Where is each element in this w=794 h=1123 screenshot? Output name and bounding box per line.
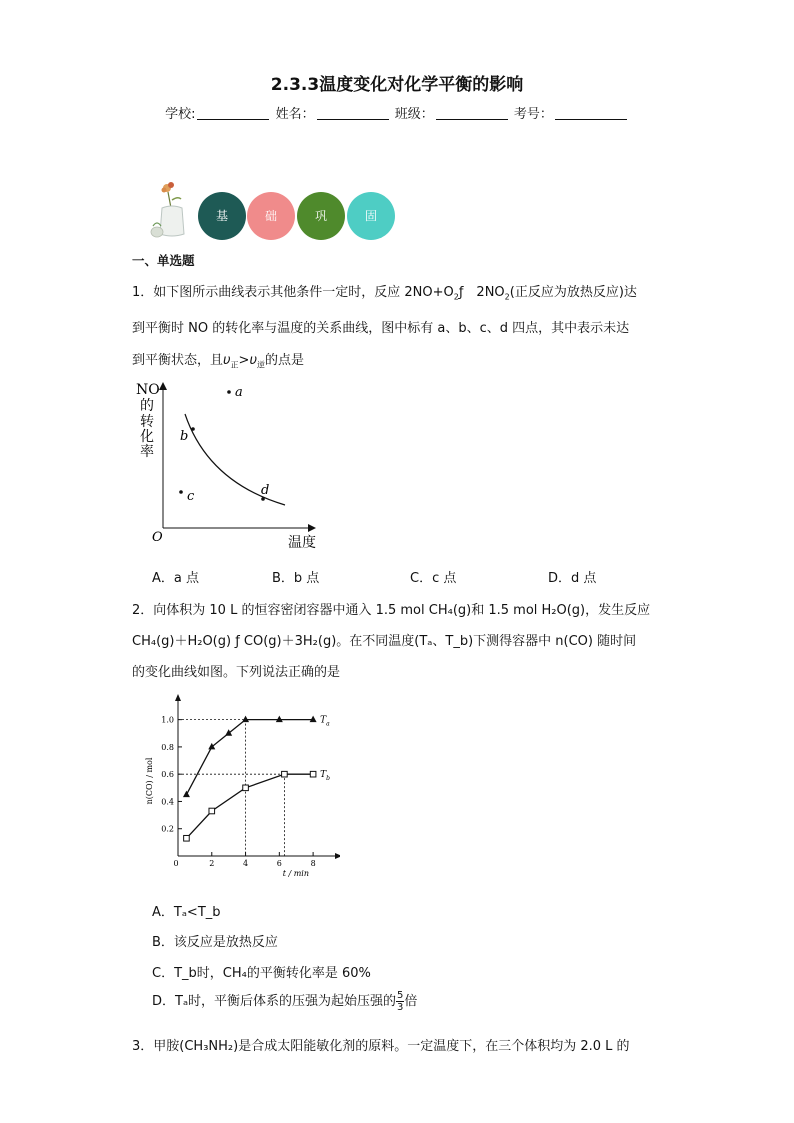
chart2-ylabel: n(CO) / mol — [145, 757, 154, 805]
q1-text-a: 1．如下图所示曲线表示其他条件一定时，反应 2NO+O — [132, 285, 454, 300]
conversion-temperature-graph — [128, 374, 328, 556]
chart2-point-Tb-2 — [243, 785, 249, 791]
exam-number-label: 考号： — [513, 107, 553, 122]
chart2-series-label-Tb: $T_b$ — [320, 770, 330, 783]
name-label: 姓名： — [275, 107, 315, 122]
chart2-series-label-Ta: $T_a$ — [320, 715, 330, 728]
section-title: 一、单选题 — [132, 253, 195, 268]
graph1-ylabel-4: 化 — [140, 429, 154, 445]
graph1-point-c — [179, 490, 183, 494]
q1-option-d[interactable]: D．d 点 — [548, 571, 597, 586]
graph1-point-b — [191, 427, 195, 431]
chart2-point-Tb-1 — [209, 808, 215, 814]
chart2-marks — [145, 694, 340, 878]
q1-option-b[interactable]: B．b 点 — [272, 571, 320, 586]
chart2-series-label-sub-Ta: a — [326, 720, 330, 728]
plant-vase-icon — [148, 180, 190, 240]
graph1-label-c: c — [187, 489, 195, 504]
badge-ji: 基 — [198, 192, 246, 240]
chart2-point-Ta-5 — [310, 716, 317, 723]
q1-v-forward: υ — [223, 353, 231, 368]
graph1-ylabel-2: 的 — [140, 398, 154, 414]
chart2-series-label-sub-Tb: b — [326, 775, 330, 783]
q2-option-a[interactable]: A．Tₐ<T_b — [152, 905, 221, 920]
graph1-label-d: d — [261, 483, 270, 498]
student-info-line — [0, 103, 794, 122]
q1-v-reverse: υ — [249, 353, 257, 368]
graph1-label-a: a — [235, 385, 243, 400]
school-label: 学校: — [165, 107, 196, 122]
q1-sub-o2: 2 — [453, 292, 459, 302]
graph1-ylabel-5: 率 — [140, 444, 154, 460]
chart2-point-Ta-2 — [225, 729, 232, 736]
nco-time-chart — [140, 688, 340, 880]
q1-sub-no2: 2 — [504, 292, 510, 302]
q2-option-d[interactable] — [152, 990, 417, 1013]
q1-line-2: 到平衡时 NO 的转化率与温度的关系曲线，图中标有 a、b、c、d 四点，其中表示未达 — [132, 321, 630, 336]
page-title: 2.3.3温度变化对化学平衡的影响 — [270, 75, 524, 95]
q1-text-c: ƒ 2NO — [458, 285, 505, 300]
class-label: 班级： — [394, 107, 434, 122]
chart2-series-line-Tb — [186, 774, 313, 838]
graph1-equilibrium-curve — [185, 414, 285, 505]
chart2-x-arrow — [335, 853, 340, 859]
chart2-point-Tb-4 — [310, 771, 316, 777]
q1-sub-forward: 正 — [230, 360, 239, 370]
graph1-ylabel-3: 转 — [140, 414, 154, 430]
graph1-point-a — [227, 390, 231, 394]
q2-line-2: CH₄(g)＋H₂O(g) ƒ CO(g)＋3H₂(g)。在不同温度(Tₐ、T_b)下测得容器中 n(CO) 随时间 — [132, 634, 637, 649]
fraction-denominator: 3 — [397, 1002, 404, 1013]
q2-option-c[interactable]: C．T_b时，CH₄的平衡转化率是 60% — [152, 966, 371, 981]
q1-text-3g: 的点是 — [264, 353, 304, 368]
chart2-point-Ta-0 — [183, 791, 190, 798]
chart2-xtick-label-2: 6 — [276, 859, 282, 868]
q1-gt: > — [238, 353, 250, 368]
chart2-xlabel: t / min — [282, 869, 310, 878]
fraction-numerator: 5 — [397, 990, 404, 1001]
chart2-point-Tb-3 — [282, 771, 288, 777]
exam-number-blank — [555, 107, 627, 120]
q1-text-e: (正反应为放热反应)达 — [509, 285, 637, 300]
q2-option-d-text: D．Tₐ时，平衡后体系的压强为起始压强的 — [152, 994, 397, 1009]
q2-line-1: 2．向体积为 10 L 的恒容密闭容器中通入 1.5 mol CH₄(g)和 1.5 mol H₂O(g)，发生反应 — [132, 603, 651, 618]
graph1-label-b: b — [180, 429, 189, 444]
chart2-ytick-label-2: 0.6 — [161, 770, 174, 780]
q1-option-a[interactable]: A．a 点 — [152, 571, 199, 586]
q1-line-1 — [132, 281, 637, 302]
graph1-x-arrow — [308, 524, 316, 532]
badge-gu: 固 — [347, 192, 395, 240]
q3-line-1: 3．甲胺(CH₃NH₂)是合成太阳能敏化剂的原料。一定温度下，在三个体积均为 2.0 L 的 — [132, 1039, 630, 1054]
q2-option-b[interactable]: B．该反应是放热反应 — [152, 935, 278, 950]
chart2-ytick-label-1: 0.4 — [161, 797, 174, 807]
chart2-ytick-label-0: 0.2 — [161, 824, 174, 834]
chart2-point-Ta-4 — [276, 716, 283, 723]
graph1-y-arrow — [159, 382, 167, 390]
badge-gong: 巩 — [297, 192, 345, 240]
q1-option-c[interactable]: C．c 点 — [410, 571, 457, 586]
chart2-ytick-label-3: 0.8 — [161, 742, 174, 752]
chart2-xtick-label-1: 4 — [243, 859, 249, 868]
chart2-series-line-Ta — [186, 720, 313, 795]
graph1-ylabel-1: NO — [136, 382, 160, 398]
q2-option-d-suffix: 倍 — [404, 994, 418, 1009]
q1-line-3 — [132, 349, 304, 371]
q1-sub-reverse: 逆 — [256, 360, 265, 370]
name-blank — [317, 107, 389, 120]
chart2-point-Ta-1 — [208, 743, 215, 750]
class-blank — [436, 107, 508, 120]
chart2-y-arrow — [175, 694, 181, 701]
q2-line-3: 的变化曲线如图。下列说法正确的是 — [132, 665, 341, 680]
chart2-point-Ta-3 — [242, 716, 249, 723]
chart2-ytick-label-4: 1.0 — [161, 715, 174, 725]
graph1-xlabel: 温度 — [288, 535, 316, 551]
graph1-origin: O — [152, 530, 163, 545]
chart2-point-Tb-0 — [184, 835, 190, 841]
chart2-xtick-label-0: 2 — [209, 859, 215, 868]
chart2-xtick-label-3: 8 — [310, 859, 316, 868]
chart2-origin: 0 — [173, 859, 179, 868]
q1-text-3a: 到平衡状态，且 — [132, 353, 224, 368]
school-blank — [197, 107, 269, 120]
badge-chu: 础 — [247, 192, 295, 240]
